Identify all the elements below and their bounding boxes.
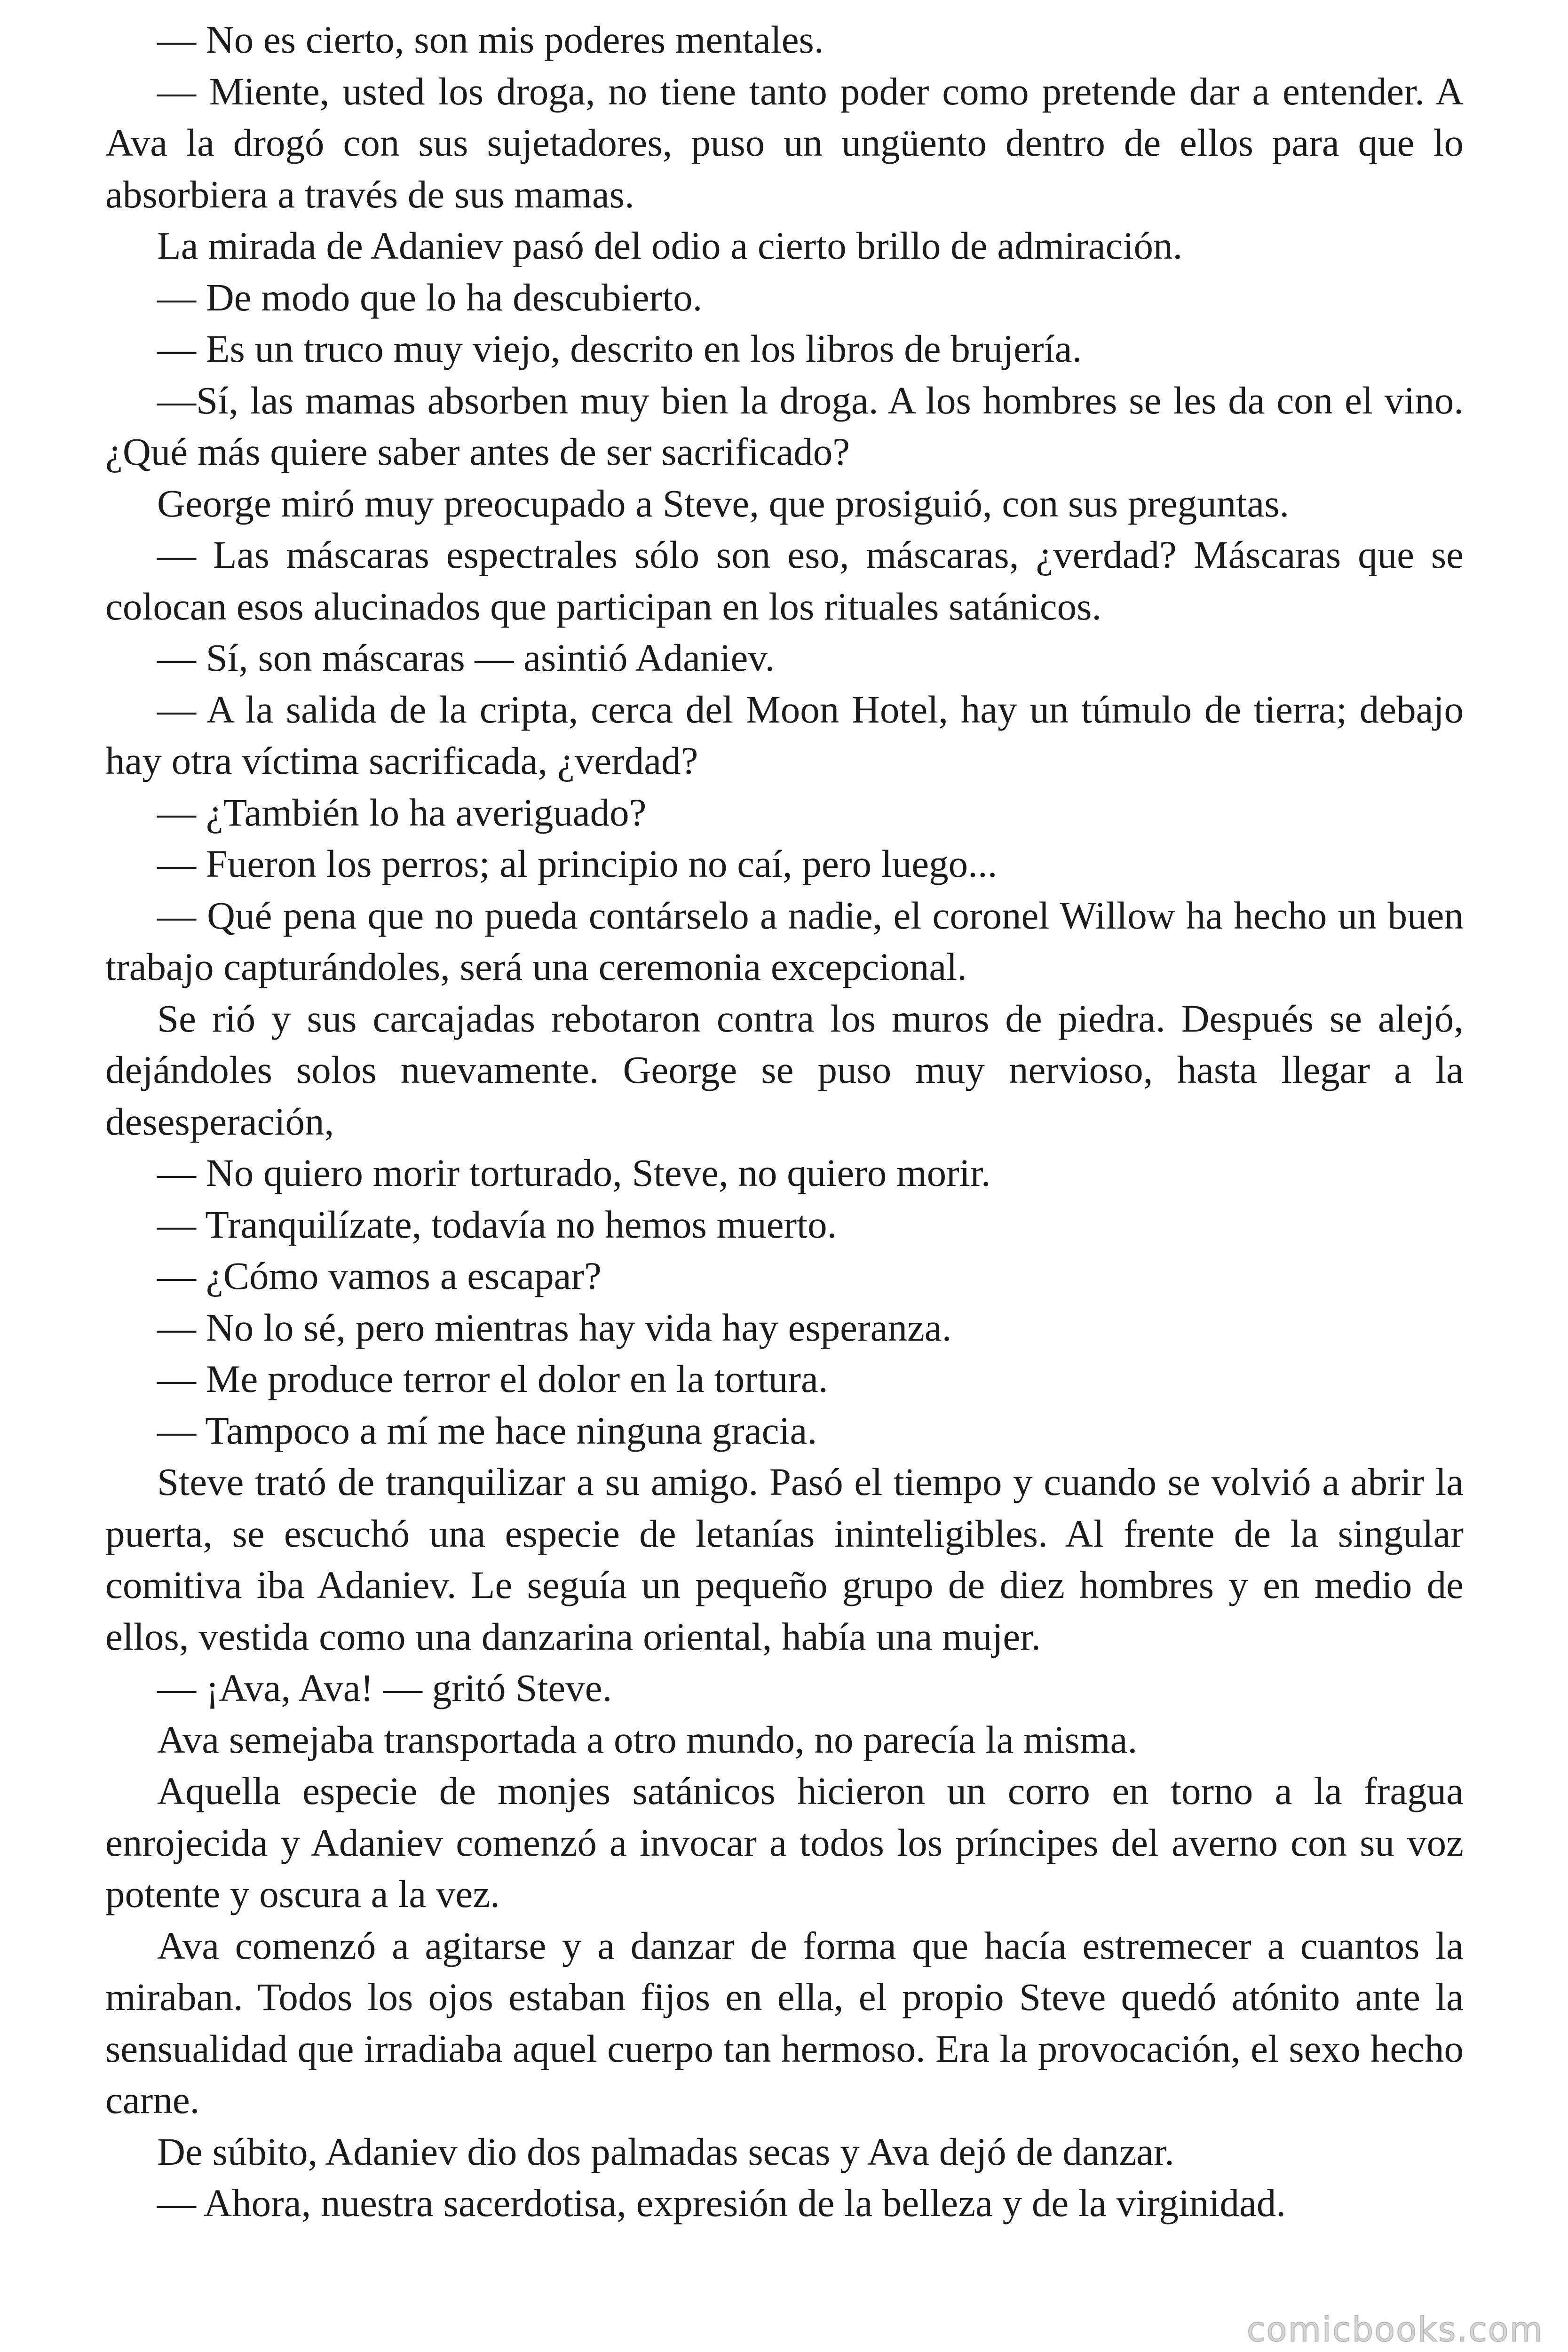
paragraph: — A la salida de la cripta, cerca del Moon Hotel, hay un túmulo de tierra; debajo hay otra víctima sacrificada, ¿verdad?	[105, 687, 1464, 782]
paragraph: — Las máscaras espectrales sólo son eso, máscaras, ¿verdad? Máscaras que se colocan esos alucinados que participan en los rituales satánicos.	[105, 533, 1464, 628]
paragraph: George miró muy preocupado a Steve, que prosiguió, con sus preguntas.	[157, 481, 1290, 525]
paragraph: La mirada de Adaniev pasó del odio a cierto brillo de admiración.	[157, 224, 1183, 267]
paragraph: Ava semejaba transportada a otro mundo, no parecía la misma.	[157, 1717, 1138, 1761]
paragraph: Ava comenzó a agitarse y a danzar de forma que hacía estremecer a cuantos la miraban. Todos los ojos estaban fijos en ella, el propio Steve quedó atónito ante la sensualidad que irradiaba aquel cuerpo tan hermoso. Era la provocación, el sexo hecho carne.	[105, 1923, 1464, 2122]
paragraph: — Qué pena que no pueda contárselo a nadie, el coronel Willow ha hecho un buen trabajo capturándoles, será una ceremonia excepcional.	[105, 893, 1464, 988]
paragraph: — No es cierto, son mis poderes mentales.	[157, 18, 824, 61]
paragraph: —Sí, las mamas absorben muy bien la droga. A los hombres se les da con el vino. ¿Qué más quiere saber antes de ser sacrificado?	[105, 378, 1464, 473]
book-page-text	[105, 14, 1464, 2229]
paragraph: — Miente, usted los droga, no tiene tanto poder como pretende dar a entender. A Ava la drogó con sus sujetadores, puso un ungüento dentro de ellos para que lo absorbiera a través de sus mamas.	[105, 69, 1464, 216]
paragraph: — Tranquilízate, todavía no hemos muerto.	[157, 1202, 837, 1246]
watermark-logo: comicbooks.com	[1246, 2310, 1544, 2349]
paragraph: — De modo que lo ha descubierto.	[157, 275, 703, 319]
paragraph: — Es un truco muy viejo, descrito en los libros de brujería.	[157, 327, 1082, 370]
paragraph: — No quiero morir torturado, Steve, no quiero morir.	[157, 1151, 991, 1194]
paragraph: — No lo sé, pero mientras hay vida hay esperanza.	[157, 1305, 952, 1349]
paragraph: — Tampoco a mí me hace ninguna gracia.	[157, 1408, 817, 1452]
paragraph: — Sí, son máscaras — asintió Adaniev.	[157, 636, 775, 679]
paragraph: Steve trató de tranquilizar a su amigo. Pasó el tiempo y cuando se volvió a abrir la puerta, se escuchó una especie de letanías ininteligibles. Al frente de la singular comitiva iba Adaniev. Le seguía un pequeño grupo de diez hombres y en medio de ellos, vestida como una danzarina oriental, había una mujer.	[105, 1460, 1464, 1658]
paragraph: — ¿También lo ha averiguado?	[157, 790, 647, 834]
paragraph: — Me produce terror el dolor en la tortura.	[157, 1357, 828, 1400]
paragraph: — Fueron los perros; al principio no caí, pero luego...	[157, 842, 998, 885]
paragraph: — Ahora, nuestra sacerdotisa, expresión de la belleza y de la virginidad.	[157, 2181, 1286, 2225]
paragraph: Aquella especie de monjes satánicos hicieron un corro en torno a la fragua enrojecida y Adaniev comenzó a invocar a todos los príncipes del averno con su voz potente y oscura a la vez.	[105, 1769, 1464, 1915]
paragraph: — ¡Ava, Ava! — gritó Steve.	[157, 1666, 612, 1709]
paragraph: De súbito, Adaniev dio dos palmadas secas y Ava dejó de danzar.	[157, 2130, 1174, 2173]
paragraph: — ¿Cómo vamos a escapar?	[157, 1254, 602, 1297]
paragraph: Se rió y sus carcajadas rebotaron contra los muros de piedra. Después se alejó, dejándoles solos nuevamente. George se puso muy nervioso, hasta llegar a la desesperación,	[105, 996, 1464, 1143]
